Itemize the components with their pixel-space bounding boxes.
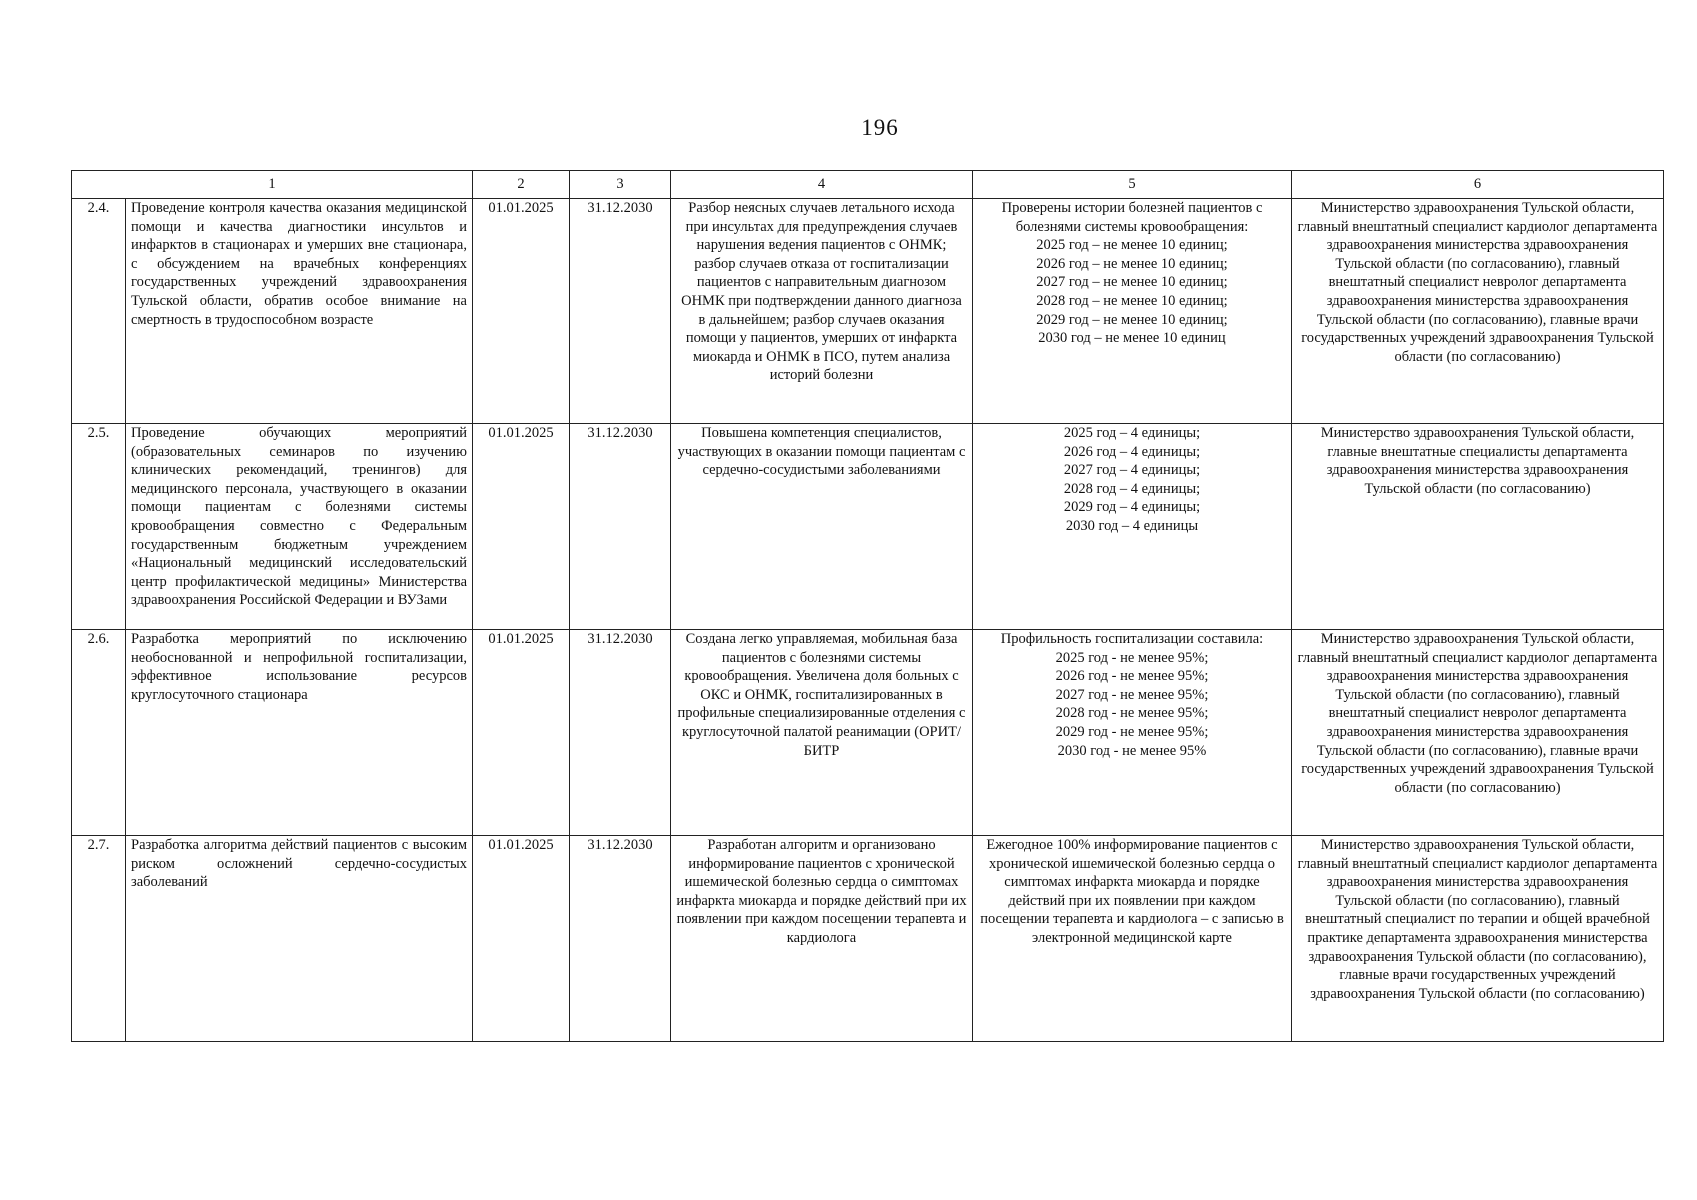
expected-result: Создана легко управляемая, мобильная база пациентов с болезнями системы кровообращения. Увеличена доля больных с ОКС и ОНМК, госпитализированных в профильные специализированные отделения с круглосуточной палатой реанимации (ОРИТ/БИТР [671,630,973,836]
table-row [72,424,1664,630]
expected-result: Разбор неясных случаев летального исхода при инсультах для предупреждения случаев нарушения ведения пациентов с ОНМК; разбор случаев отказа от госпитализации пациентов с направительным диагнозом ОНМК при подтверждении данного диагноза в дальнейшем; разбор случаев оказания помощи у пациентов, умерших от инфаркта миокарда и ОНМК в ПСО, путем анализа историй болезни [671,199,973,424]
end-date: 31.12.2030 [570,199,671,424]
page-number: 196 [861,115,899,140]
start-date: 01.01.2025 [473,199,570,424]
end-date: 31.12.2030 [570,836,671,1042]
start-date: 01.01.2025 [473,630,570,836]
header-col-2: 2 [473,171,570,199]
item-number: 2.4. [72,199,126,424]
indicator [973,836,1292,1042]
expected-result: Повышена компетенция специалистов, участвующих в оказании помощи пациентам с сердечно-сосудистыми заболеваниями [671,424,973,630]
indicator-line: 2026 год – 4 единицы; [1063,443,1201,460]
indicator-line: 2026 год - не менее 95%; [1055,668,1209,685]
indicator-line: 2029 год – 4 единицы; [1063,499,1201,516]
indicator [973,630,1292,836]
header-col-5: 5 [973,171,1292,199]
activity-name: Проведение обучающих мероприятий (образовательных семинаров по изучению клинических рекомендаций, тренингов) для медицинского персонала, участвующего в оказании помощи пациентам с болезнями системы кровообращения совместно с Федеральным государственным бюджетным учреждением «Национальный медицинский исследовательский центр профилактической медицины» Министерства здравоохранения Российской Федерации и ВУЗами [126,424,473,630]
indicator-line: 2030 год - не менее 95% [1057,742,1207,759]
indicator [973,199,1292,424]
indicator [973,424,1292,630]
header-col-3: 3 [570,171,671,199]
item-number: 2.6. [72,630,126,836]
indicator-line: Ежегодное 100% информирование пациентов с хронической ишемической болезнью сердца о симптомах инфаркта миокарда и порядке действий при их появлении при каждом посещении терапевта и кардиолога – с записью в электронной медицинской карте [980,837,1284,946]
start-date: 01.01.2025 [473,424,570,630]
end-date: 31.12.2030 [570,424,671,630]
indicator-line: 2029 год – не менее 10 единиц; [1036,311,1228,328]
indicator-line: 2025 год - не менее 95%; [1055,649,1209,666]
indicator-line: 2028 год – 4 единицы; [1063,480,1201,497]
responsible: Министерство здравоохранения Тульской области, главные внештатные специалисты департамента здравоохранения министерства здравоохранения Тульской области (по согласованию) [1292,424,1664,630]
table-row [72,630,1664,836]
indicator-line: 2030 год – не менее 10 единиц [1038,330,1226,347]
indicator-line: 2025 год – 4 единицы; [1063,425,1201,441]
expected-result: Разработан алгоритм и организовано информирование пациентов с хронической ишемической болезнью сердца о симптомах инфаркта миокарда и порядке действий при их появлении при каждом посещении терапевта и кардиолога [671,836,973,1042]
responsible: Министерство здравоохранения Тульской области, главный внештатный специалист кардиолог департамента здравоохранения министерства здравоохранения Тульской области (по согласованию), главный внештатный специалист по терапии и общей врачебной практике департамента здравоохранения министерства здравоохранения Тульской области (по согласованию), главные врачи государственных учреждений здравоохранения Тульской области (по согласованию) [1292,836,1664,1042]
header-col-4: 4 [671,171,973,199]
item-number: 2.5. [72,424,126,630]
indicator-line: 2025 год – не менее 10 единиц; [1036,237,1228,254]
start-date: 01.01.2025 [473,836,570,1042]
header-col-6: 6 [1292,171,1664,199]
responsible: Министерство здравоохранения Тульской области, главный внештатный специалист кардиолог департамента здравоохранения министерства здравоохранения Тульской области (по согласованию), главный внештатный специалист невролог департамента здравоохранения министерства здравоохранения Тульской области (по согласованию), главные врачи государственных учреждений здравоохранения Тульской области (по согласованию) [1292,630,1664,836]
table-header-row [72,171,1664,199]
header-col-1: 1 [72,171,473,199]
indicator-line: Проверены истории болезней пациентов с болезнями системы кровообращения: [1001,200,1263,235]
item-number: 2.7. [72,836,126,1042]
end-date: 31.12.2030 [570,630,671,836]
activity-name: Разработка мероприятий по исключению необоснованной и непрофильной госпитализации, эффективное использование ресурсов круглосуточного стационара [126,630,473,836]
indicator-line: 2027 год – 4 единицы; [1063,462,1201,479]
indicator-line: 2027 год - не менее 95%; [1055,686,1209,703]
table-row [72,836,1664,1042]
indicator-line: 2029 год - не менее 95%; [1055,723,1209,740]
indicator-line: 2026 год – не менее 10 единиц; [1036,255,1228,272]
indicator-line: 2030 год – 4 единицы [1065,517,1199,534]
activity-name: Проведение контроля качества оказания медицинской помощи и качества диагностики инсультов и инфарктов в стационарах и умерших вне стационара, с обсуждением на врачебных конференциях государственных учреждений здравоохранения Тульской области, обратив особое внимание на смертность в трудоспособном возрасте [126,199,473,424]
activity-name: Разработка алгоритма действий пациентов с высоким риском осложнений сердечно-сосудистых заболеваний [126,836,473,1042]
responsible: Министерство здравоохранения Тульской области, главный внештатный специалист кардиолог департамента здравоохранения министерства здравоохранения Тульской области (по согласованию), главный внештатный специалист невролог департамента здравоохранения министерства здравоохранения Тульской области (по согласованию), главные врачи государственных учреждений здравоохранения Тульской области (по согласованию) [1292,199,1664,424]
indicator-line: 2027 год – не менее 10 единиц; [1036,274,1228,291]
indicator-line: 2028 год – не менее 10 единиц; [1036,292,1228,309]
indicator-line: Профильность госпитализации составила: [1000,631,1264,647]
indicator-line: 2028 год - не менее 95%; [1055,705,1209,722]
activities-table [71,170,1664,1042]
table-row [72,199,1664,424]
